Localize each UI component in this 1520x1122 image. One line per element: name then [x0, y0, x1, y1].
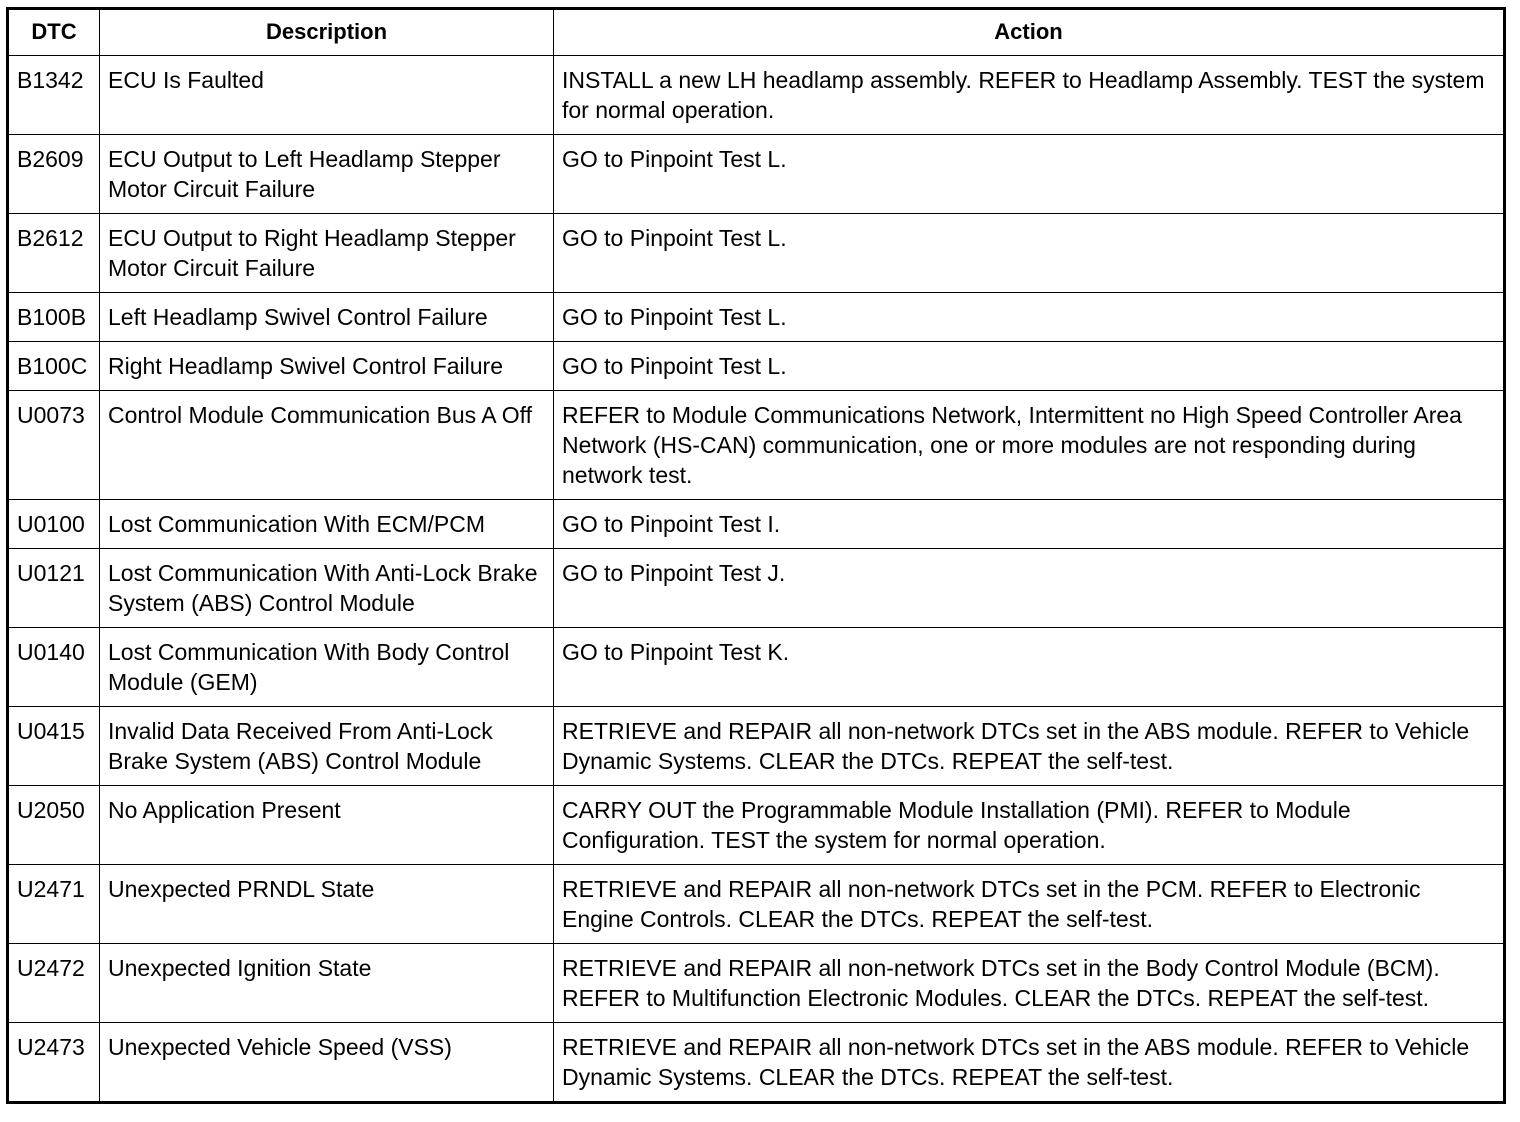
- description-cell: No Application Present: [100, 786, 554, 865]
- header-description: Description: [100, 9, 554, 56]
- dtc-code-cell: B2612: [8, 214, 100, 293]
- action-cell: REFER to Module Communications Network, Intermittent no High Speed Controller Area Network (HS-CAN) communication, one or more modules are not responding during network test.: [554, 391, 1505, 500]
- action-cell: GO to Pinpoint Test L.: [554, 293, 1505, 342]
- description-cell: Unexpected PRNDL State: [100, 865, 554, 944]
- table-row: [8, 707, 1505, 786]
- dtc-code-cell: B100B: [8, 293, 100, 342]
- description-cell: Invalid Data Received From Anti-Lock Brake System (ABS) Control Module: [100, 707, 554, 786]
- table-row: [8, 944, 1505, 1023]
- description-cell: Unexpected Vehicle Speed (VSS): [100, 1023, 554, 1103]
- action-cell: GO to Pinpoint Test L.: [554, 342, 1505, 391]
- description-cell: Lost Communication With ECM/PCM: [100, 500, 554, 549]
- dtc-table: [6, 7, 1506, 1104]
- dtc-code-cell: U2472: [8, 944, 100, 1023]
- table-row: [8, 293, 1505, 342]
- description-cell: ECU Output to Right Headlamp Stepper Motor Circuit Failure: [100, 214, 554, 293]
- dtc-code-cell: U2473: [8, 1023, 100, 1103]
- table-row: [8, 628, 1505, 707]
- header-row: [8, 9, 1505, 56]
- table-row: [8, 500, 1505, 549]
- header-action: Action: [554, 9, 1505, 56]
- description-cell: Control Module Communication Bus A Off: [100, 391, 554, 500]
- description-cell: Lost Communication With Body Control Module (GEM): [100, 628, 554, 707]
- dtc-code-cell: B1342: [8, 56, 100, 135]
- dtc-code-cell: U0100: [8, 500, 100, 549]
- dtc-code-cell: U2471: [8, 865, 100, 944]
- action-cell: RETRIEVE and REPAIR all non-network DTCs set in the Body Control Module (BCM). REFER to Multifunction Electronic Modules. CLEAR the DTCs. REPEAT the self-test.: [554, 944, 1505, 1023]
- action-cell: GO to Pinpoint Test L.: [554, 214, 1505, 293]
- action-cell: INSTALL a new LH headlamp assembly. REFER to Headlamp Assembly. TEST the system for normal operation.: [554, 56, 1505, 135]
- action-cell: CARRY OUT the Programmable Module Installation (PMI). REFER to Module Configuration. TEST the system for normal operation.: [554, 786, 1505, 865]
- action-cell: GO to Pinpoint Test K.: [554, 628, 1505, 707]
- action-cell: RETRIEVE and REPAIR all non-network DTCs set in the ABS module. REFER to Vehicle Dynamic Systems. CLEAR the DTCs. REPEAT the self-test.: [554, 1023, 1505, 1103]
- dtc-code-cell: U2050: [8, 786, 100, 865]
- description-cell: Lost Communication With Anti-Lock Brake System (ABS) Control Module: [100, 549, 554, 628]
- table-row: [8, 391, 1505, 500]
- dtc-code-cell: U0415: [8, 707, 100, 786]
- description-cell: ECU Output to Left Headlamp Stepper Motor Circuit Failure: [100, 135, 554, 214]
- dtc-code-cell: U0073: [8, 391, 100, 500]
- table-row: [8, 549, 1505, 628]
- description-cell: Left Headlamp Swivel Control Failure: [100, 293, 554, 342]
- action-cell: RETRIEVE and REPAIR all non-network DTCs set in the ABS module. REFER to Vehicle Dynamic Systems. CLEAR the DTCs. REPEAT the self-test.: [554, 707, 1505, 786]
- table-row: [8, 786, 1505, 865]
- action-cell: GO to Pinpoint Test J.: [554, 549, 1505, 628]
- table-row: [8, 1023, 1505, 1103]
- table-row: [8, 56, 1505, 135]
- action-cell: RETRIEVE and REPAIR all non-network DTCs set in the PCM. REFER to Electronic Engine Controls. CLEAR the DTCs. REPEAT the self-test.: [554, 865, 1505, 944]
- dtc-code-cell: B2609: [8, 135, 100, 214]
- action-cell: GO to Pinpoint Test L.: [554, 135, 1505, 214]
- header-dtc: DTC: [8, 9, 100, 56]
- table-row: [8, 342, 1505, 391]
- dtc-code-cell: U0121: [8, 549, 100, 628]
- description-cell: ECU Is Faulted: [100, 56, 554, 135]
- dtc-code-cell: B100C: [8, 342, 100, 391]
- table-row: [8, 135, 1505, 214]
- action-cell: GO to Pinpoint Test I.: [554, 500, 1505, 549]
- dtc-code-cell: U0140: [8, 628, 100, 707]
- description-cell: Right Headlamp Swivel Control Failure: [100, 342, 554, 391]
- table-row: [8, 214, 1505, 293]
- table-row: [8, 865, 1505, 944]
- description-cell: Unexpected Ignition State: [100, 944, 554, 1023]
- table-body: [8, 56, 1505, 1103]
